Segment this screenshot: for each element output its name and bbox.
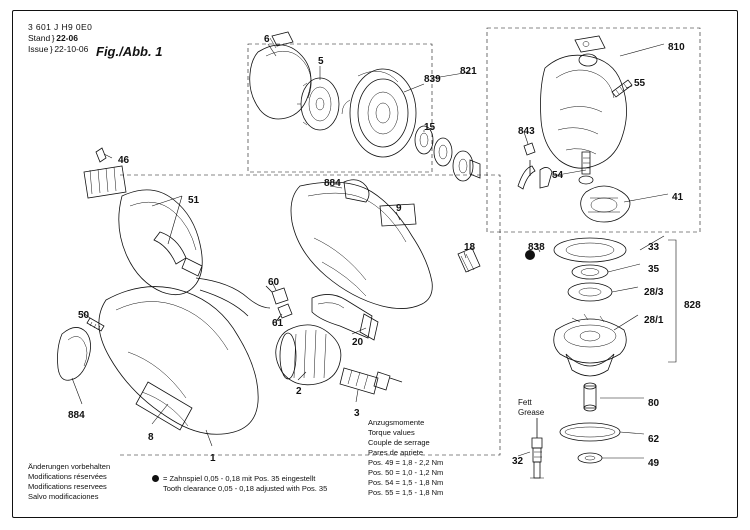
callout-49: 49 xyxy=(648,458,660,469)
callout-54: 54 xyxy=(552,170,564,181)
part-6-shroud xyxy=(250,32,311,119)
callout-50: 50 xyxy=(78,310,90,321)
header-row-stand: Stand } 22-06 xyxy=(28,33,78,43)
note-line-de xyxy=(152,474,327,484)
footer-line-fr2: Modifications reservees xyxy=(28,482,107,491)
grease-line-en: Grease xyxy=(518,408,545,417)
callout-9: 9 xyxy=(396,203,402,214)
part-15-washers xyxy=(415,126,480,181)
cable-1 xyxy=(196,278,270,308)
callout-8: 8 xyxy=(148,432,154,443)
callout-3: 3 xyxy=(354,408,360,419)
torque-heading-es: Pares de apriete xyxy=(368,448,424,457)
torque-row-55: Pos. 55 = 1,5 - 1,8 Nm xyxy=(368,488,444,497)
tooth-clearance-note xyxy=(152,474,327,494)
callout-5: 5 xyxy=(318,56,324,67)
callout-15: 15 xyxy=(424,122,436,133)
callout-46: 46 xyxy=(118,155,130,166)
note-line-en: Tooth clearance 0,05 - 0,18 adjusted with Pos. 35 xyxy=(163,484,328,493)
part-5-gear xyxy=(297,78,339,130)
torque-heading-fr: Couple de serrage xyxy=(368,438,430,447)
part-60-61-brushes xyxy=(266,286,292,322)
callout-55: 55 xyxy=(634,78,646,89)
callout-2: 2 xyxy=(296,386,302,397)
part-810-head-housing xyxy=(541,36,627,168)
callout-28/1: 28/1 xyxy=(644,315,664,326)
figure-label: Fig./Abb. 1 xyxy=(96,44,163,59)
torque-row-49: Pos. 49 = 1,8 - 2,2 Nm xyxy=(368,458,444,467)
part-843-small-parts xyxy=(518,143,552,189)
footer-line-fr: Modifications réservées xyxy=(28,472,107,481)
part-62-oring xyxy=(560,423,620,441)
leader-62 xyxy=(620,432,644,434)
leader-1 xyxy=(206,430,212,446)
leader-2 xyxy=(298,372,306,380)
filled-circle-icon xyxy=(152,475,159,482)
callout-839: 839 xyxy=(424,74,441,85)
torque-row-54: Pos. 54 = 1,5 - 1,8 Nm xyxy=(368,478,444,487)
leader-41 xyxy=(624,194,668,202)
callout-884: 884 xyxy=(68,410,85,421)
callout-843: 843 xyxy=(518,126,535,137)
leader-20 xyxy=(352,328,366,334)
callout-821: 821 xyxy=(460,66,477,77)
leader-51b xyxy=(168,196,182,244)
callout-1: 1 xyxy=(210,453,216,464)
leader-28-1 xyxy=(614,315,638,330)
leader-884-left xyxy=(72,378,82,404)
callout-33: 33 xyxy=(648,242,660,253)
callout-35: 35 xyxy=(648,264,660,275)
leader-35 xyxy=(608,264,640,272)
part-28-1-gear-wheel xyxy=(554,314,627,376)
part-50-screw xyxy=(87,318,104,331)
part-1-motor-housing xyxy=(99,287,258,435)
part-32-tool xyxy=(530,418,544,478)
dashed-group-gear-cover xyxy=(248,44,432,172)
leader-8 xyxy=(152,404,168,424)
callout-884: 884 xyxy=(324,178,341,189)
callout-810: 810 xyxy=(668,42,685,53)
header-row-issue-label: Issue xyxy=(28,44,49,54)
dashed-group-body xyxy=(120,175,500,455)
footer-disclaimer xyxy=(28,462,110,502)
leader-28-3 xyxy=(612,287,638,292)
leader-3 xyxy=(356,390,358,402)
callout-32: 32 xyxy=(512,456,524,467)
callout-80: 80 xyxy=(648,398,660,409)
part-2-armature xyxy=(276,325,341,385)
torque-values-block xyxy=(368,418,443,498)
grease-line-de: Fett xyxy=(518,398,532,407)
leader-810 xyxy=(620,44,664,56)
part-3-commutator-shaft xyxy=(340,368,402,394)
callout-6: 6 xyxy=(264,34,270,45)
part-80-spindle xyxy=(584,383,596,411)
callout-18: 18 xyxy=(464,242,476,253)
header-row-stand-label: Stand xyxy=(28,33,51,43)
footer-line-es: Salvo modificaciones xyxy=(28,492,99,501)
callout-61: 61 xyxy=(272,318,284,329)
part-884-housing-right xyxy=(291,180,432,309)
part-55-screw xyxy=(612,80,632,97)
callout-20: 20 xyxy=(352,337,364,348)
part-49-nut xyxy=(578,453,602,463)
footer-line-de: Änderungen vorbehalten xyxy=(28,462,111,471)
bracket-828 xyxy=(668,240,676,362)
callout-41: 41 xyxy=(672,192,684,203)
leader-839 xyxy=(404,84,424,92)
header-block xyxy=(28,22,92,55)
callout-838: 838 xyxy=(528,242,545,253)
part-28-3-bearing xyxy=(568,283,612,301)
torque-heading-en: Torque values xyxy=(368,428,415,437)
header-part-number: 3 601 J H9 0E0 xyxy=(28,22,93,32)
part-41-bevel-gear xyxy=(581,186,630,222)
grease-note xyxy=(518,398,544,418)
callout-51: 51 xyxy=(188,195,200,206)
callout-60: 60 xyxy=(268,277,280,288)
part-839-gear-assembly xyxy=(342,69,416,157)
callout-62: 62 xyxy=(648,434,660,445)
torque-heading-de: Anzugsmomente xyxy=(368,418,425,427)
part-33-ring xyxy=(554,238,626,262)
part-884-housing-left xyxy=(58,327,91,380)
cable-2 xyxy=(200,290,248,316)
header-row-issue: Issue } 22-10-06 xyxy=(28,44,89,54)
part-35-shim xyxy=(572,265,608,279)
callout-28/3: 28/3 xyxy=(644,287,664,298)
header-row-issue-value: 22-10-06 xyxy=(54,44,89,54)
callout-828: 828 xyxy=(684,300,701,311)
torque-row-50: Pos. 50 = 1,0 - 1,2 Nm xyxy=(368,468,444,477)
leader-51 xyxy=(152,196,182,206)
note-text-de: = Zahnspiel 0,05 - 0,18 mit Pos. 35 eingestellt xyxy=(163,474,316,483)
header-row-stand-value: 22-06 xyxy=(56,33,78,43)
